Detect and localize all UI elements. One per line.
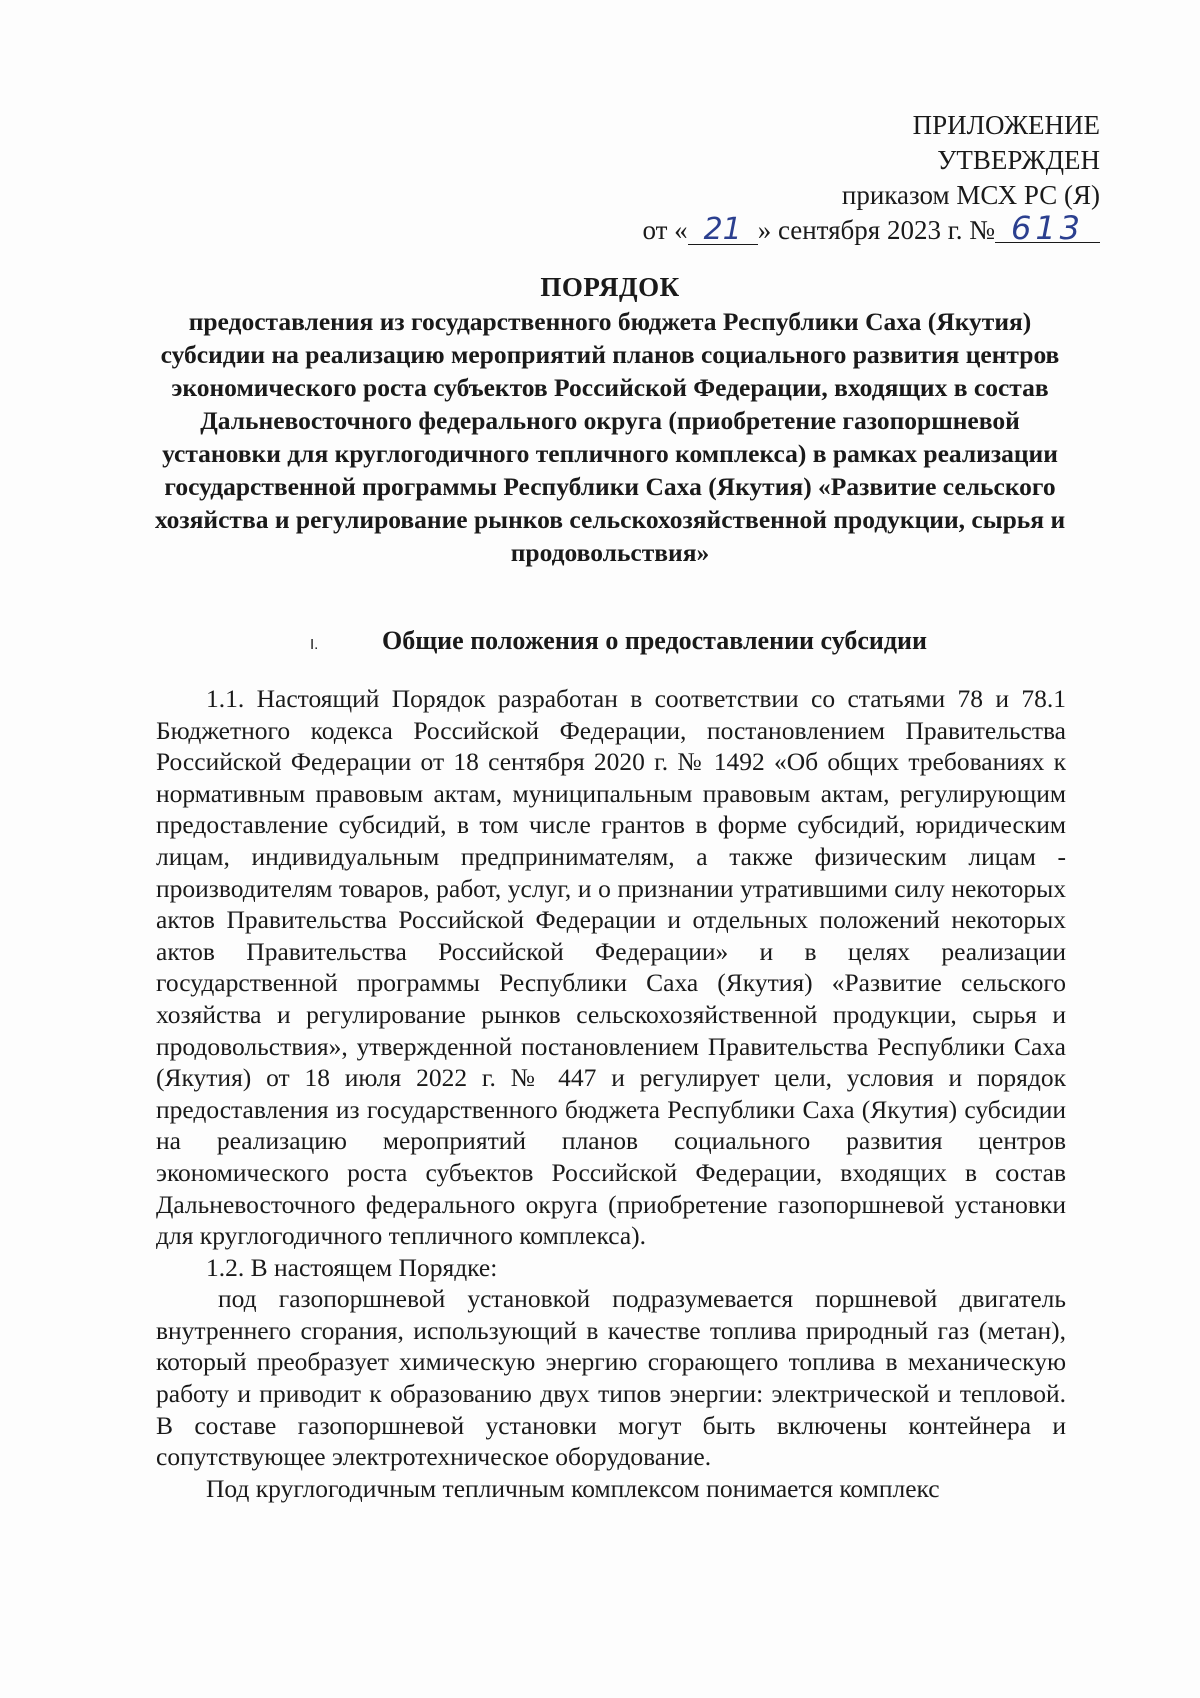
handwritten-order-number: 613 xyxy=(995,214,1100,243)
handwritten-date-day: 21 xyxy=(688,216,758,245)
order-reference: приказом МСХ РС (Я) xyxy=(841,180,1100,210)
title-main: ПОРЯДОК xyxy=(540,272,680,302)
approved-label: УТВЕРЖДЕН xyxy=(937,145,1100,175)
document-title xyxy=(150,270,1070,569)
paragraph-definition-gas-piston: под газопоршневой установкой подразумевается поршневой двигатель внутреннего сгорания, использующий в качестве топлива природный газ (метан), который преобразует химическую энергию сгорающего топлива в механическую работу и приводит к образованию двух типов энергии: электрической и тепловой. В составе газопоршневой установки могут быть включены контейнера и сопутствующее электротехническое оборудование. xyxy=(156,1284,1066,1472)
section-number: I. xyxy=(310,636,319,653)
appendix-label: ПРИЛОЖЕНИЕ xyxy=(912,110,1100,140)
date-prefix: от « xyxy=(642,215,688,245)
paragraph-1-1: 1.1. Настоящий Порядок разработан в соответствии со статьями 78 и 78.1 Бюджетного кодекса Российской Федерации, постановлением Правительства Российской Федерации от 18 сентября 2020 г. № 1492 «Об общих требованиях к нормативным правовым актам, муниципальным правовым актам, регулирующим предоставление субсидий, в том числе грантов в форме субсидий, юридическим лицам, индивидуальным предпринимателям, а также физическим лицам - производителям товаров, работ, услуг, и о признании утратившими силу некоторых актов Правительства Российской Федерации и отдельных положений некоторых актов Правительства Российской Федерации» и в целях реализации государственной программы Республики Саха (Якутия) «Развитие сельского хозяйства и регулирование рынков сельскохозяйственной продукции, сырья и продовольствия», утвержденной постановлением Правительства Республики Саха (Якутия) от 18 июля 2022 г. № 447 и регулирует цели, условия и порядок предоставления из государственного бюджета Республики Саха (Якутия) субсидии на реализацию мероприятий планов социального развития центров экономического роста субъектов Российской Федерации, входящих в состав Дальневосточного федерального округа (приобретение газопоршневой установки для круглогодичного тепличного комплекса). xyxy=(156,684,1066,1251)
body-text xyxy=(156,683,1066,1504)
paragraph-1-2: 1.2. В настоящем Порядке: xyxy=(206,1252,498,1282)
title-subtitle: предоставления из государственного бюджета Республики Саха (Якутия) субсидии на реализацию мероприятий планов социального развития центров экономического роста субъектов Российской Федерации, входящих в состав Дальневосточного федерального округа (приобретение газопоршневой установки для круглогодичного тепличного комплекса) в рамках реализации государственной программы Республики Саха (Якутия) «Развитие сельского хозяйства и регулирование рынков сельскохозяйственной продукции, сырья и продовольствия» xyxy=(154,307,1066,567)
approval-header xyxy=(642,108,1100,248)
section-heading xyxy=(310,624,1070,662)
order-date-line xyxy=(642,209,1100,248)
paragraph-definition-greenhouse: Под круглогодичным тепличным комплексом понимается комплекс xyxy=(206,1473,940,1503)
section-title: Общие положения о предоставлении субсидии xyxy=(382,626,928,655)
date-suffix: » сентября 2023 г. № xyxy=(757,215,995,245)
